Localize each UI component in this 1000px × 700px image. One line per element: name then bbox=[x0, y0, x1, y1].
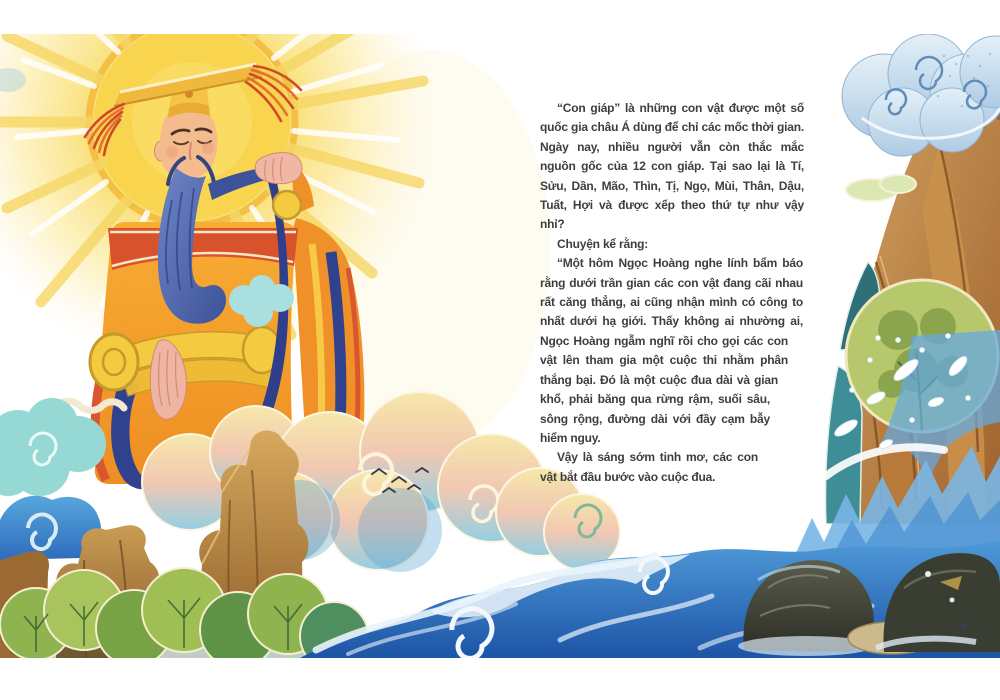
top-margin bbox=[0, 0, 1000, 34]
gold-ring bbox=[273, 191, 301, 219]
story-paragraph-race: Vậy là sáng sớm tinh mơ, các con vật bắt đầu bước vào cuộc đua. bbox=[540, 450, 758, 484]
page-number: 5 bbox=[961, 621, 967, 631]
text-wrap-shape bbox=[770, 391, 804, 430]
story-paragraph-intro: “Con giáp” là những con vật được một số quốc gia châu Á dùng để chỉ các mốc thời gian. Ngày nay, nhiều người vẫn còn thắc mắc nguồn gốc của 12 con giáp. Tại sao lại là Tí, Sửu, Dần, Mão, Thìn, Tị, Ngọ, Mùi, Thân, Dậu, Tuất, Hợi và được xếp theo thứ tự như vậy nhỉ? bbox=[540, 101, 804, 232]
bottom-margin bbox=[0, 658, 1000, 700]
cloud-top-right bbox=[842, 34, 1000, 156]
story-paragraph-lead: Chuyện kể rằng: bbox=[557, 236, 649, 251]
text-wrap-shape bbox=[758, 430, 804, 630]
text-wrap-shape bbox=[788, 332, 804, 371]
text-wrap-shape bbox=[778, 371, 804, 391]
story-paragraph-tale: “Một hôm Ngọc Hoàng nghe lính bẩm báo rằng dưới trần gian các con vật đang cãi nhau rất căng thẳng, ai cũng nhận mình có công to nhất dưới hạ giới. Thấy không ai nhường ai, Ngọc Hoàng ngẫm nghĩ rồi cho gọi các con vật lên tham gia một cuộc thi nhằm phân thắng bại. Đó là một cuộc đua dài và gian khổ, phải băng qua rừng rậm, suối sâu, sông rộng, đường dài với đầy cạm bẫy hiểm nguy. bbox=[540, 256, 803, 445]
text-wrap-shape bbox=[803, 254, 804, 332]
story-text bbox=[540, 99, 804, 630]
